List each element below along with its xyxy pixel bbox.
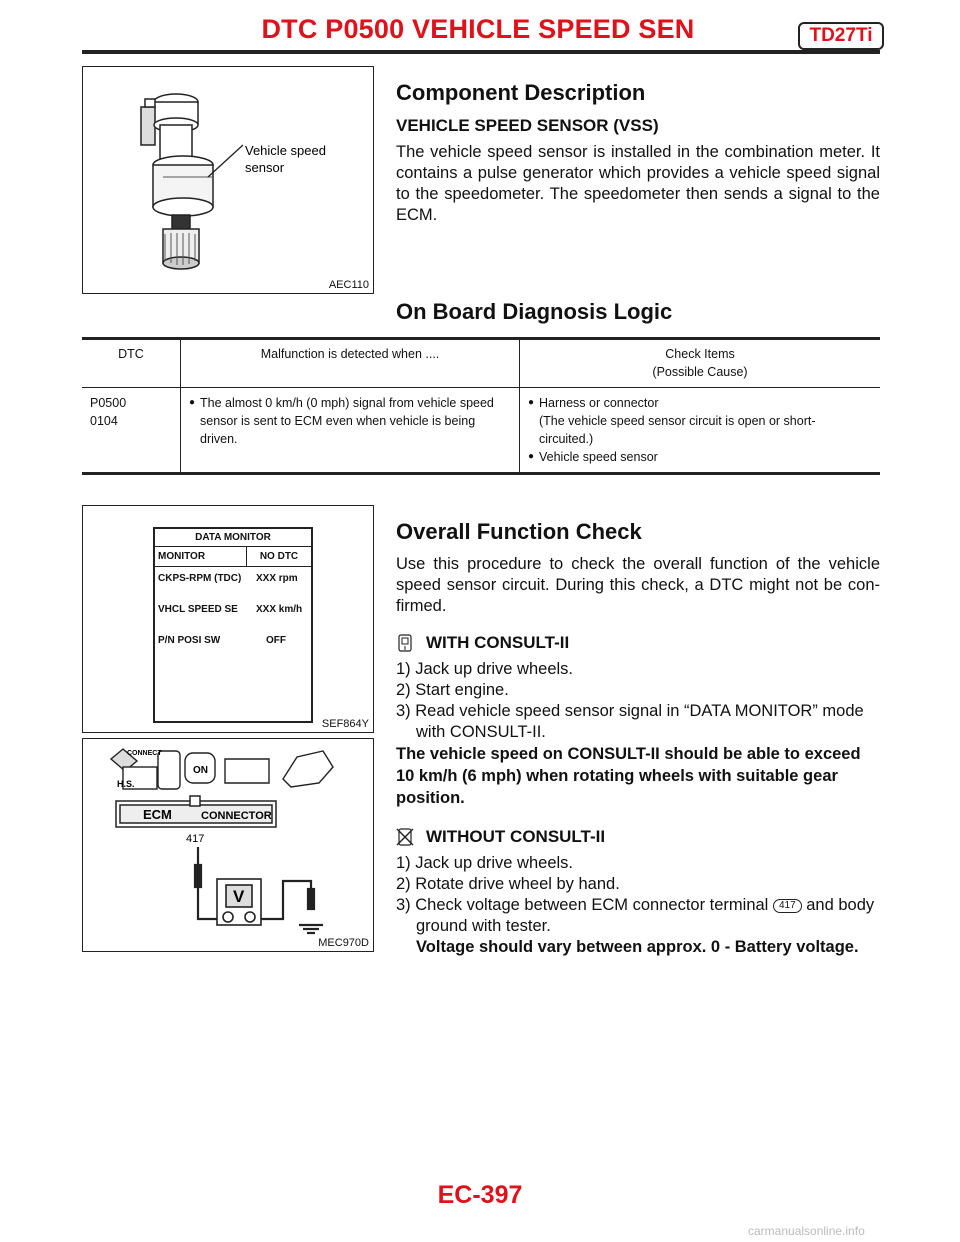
step: 2) Rotate drive wheel by hand.: [396, 875, 620, 893]
ecm-label: ECM: [143, 807, 172, 822]
with-consult-note: The vehicle speed on CONSULT-II should be able to exceed 10 km/h (6 mph) when rotating wheels with suitable gear position.: [396, 745, 861, 807]
check-items-cell: [520, 388, 881, 474]
check1-line2: (The vehicle speed sensor circuit is open or short-: [539, 414, 816, 428]
model-badge: TD27Ti: [798, 22, 884, 50]
bullet-icon: ●: [528, 451, 535, 462]
figure-code: SEF864Y: [321, 718, 369, 730]
table-row: [82, 388, 880, 474]
component-subheading: VEHICLE SPEED SENSOR (VSS): [396, 116, 659, 135]
header-rule: [82, 50, 880, 54]
monitor-row-label: VHCL SPEED SE: [158, 604, 238, 615]
monitor-row: [158, 604, 308, 635]
dtc-cell: [82, 388, 181, 474]
without-consult-heading-row: [396, 827, 880, 847]
monitor-row-value: OFF: [266, 635, 286, 646]
bullet-icon: ●: [189, 397, 196, 408]
col-check-items: [520, 339, 881, 388]
consult-icon: [396, 633, 414, 653]
obd-table: [82, 337, 880, 475]
no-consult-icon: [396, 827, 414, 847]
step: 1) Jack up drive wheels.: [396, 854, 573, 872]
step3-text-b: and body: [806, 896, 875, 914]
check1-line1: Harness or connector: [539, 396, 659, 410]
monitor-row: [158, 573, 308, 604]
malfunction-line2: sensor is sent to ECM even when vehicle is being: [200, 414, 476, 428]
component-text: The vehicle speed sensor is installed in the combination meter. It contains a pulse generator which provides a vehicle speed signal to the speedometer. The speedometer then sends a signal to the ECM.: [396, 143, 880, 224]
check1-line3: circuited.): [539, 432, 594, 446]
page-title: DTC P0500 VEHICLE SPEED SEN: [261, 14, 695, 44]
meter-label: V: [233, 887, 245, 906]
col-check-line1: Check Items: [665, 347, 735, 361]
overall-heading: Overall Function Check: [396, 519, 642, 544]
step: 2) Start engine.: [396, 681, 509, 699]
vss-callout-line1: Vehicle speed: [245, 143, 326, 158]
monitor-row-label: P/N POSI SW: [158, 635, 221, 646]
vehicle-speed-sensor-illustration: [83, 67, 373, 293]
step-continuation: ground with tester.: [416, 917, 551, 935]
without-consult-steps: [396, 853, 880, 958]
without-consult-note: Voltage should vary between approx. 0 - Battery voltage.: [416, 938, 859, 956]
monitor-rows: [155, 567, 311, 666]
with-consult-steps: [396, 659, 880, 743]
col-malfunction: Malfunction is detected when ....: [181, 339, 520, 388]
connector-label: CONNECTOR: [201, 810, 272, 822]
on-label: ON: [193, 765, 208, 776]
tester-illustration: [83, 739, 373, 951]
overall-intro: Use this procedure to check the overall function of the vehicle speed sensor circuit. During this check, a DTC might not be con-firmed.: [396, 555, 880, 615]
page-number: EC-397: [437, 1181, 523, 1209]
component-heading: Component Description: [396, 80, 646, 105]
tester-figure: [82, 738, 374, 952]
figure-code: AEC110: [328, 279, 369, 291]
step-continuation: with CONSULT-II.: [416, 723, 546, 741]
monitor-screen: [153, 527, 313, 723]
watermark: carmanualsonline.info: [748, 1224, 865, 1238]
bullet-icon: ●: [528, 397, 535, 408]
monitor-col2: NO DTC: [259, 551, 299, 562]
monitor-col1: MONITOR: [155, 547, 247, 566]
dtc-code-alt: 0104: [90, 414, 118, 428]
with-consult-heading: WITH CONSULT-II: [426, 633, 570, 652]
malfunction-line1: The almost 0 km/h (0 mph) signal from vehicle speed: [200, 396, 494, 410]
data-monitor-figure: [82, 505, 374, 733]
col-check-line2: (Possible Cause): [652, 365, 748, 379]
monitor-header: [155, 547, 311, 567]
step3-text-a: 3) Check voltage between ECM connector terminal: [396, 896, 769, 914]
monitor-row: [158, 635, 308, 666]
figure-code: MEC970D: [318, 937, 369, 949]
obd-heading: On Board Diagnosis Logic: [396, 299, 673, 324]
malfunction-line3: driven.: [200, 432, 238, 446]
monitor-title: DATA MONITOR: [155, 529, 311, 547]
malfunction-cell: [181, 388, 520, 474]
monitor-row-label: CKPS-RPM (TDC): [158, 573, 242, 584]
check2: Vehicle speed sensor: [539, 450, 658, 464]
hs-label: H.S.: [117, 779, 135, 789]
col-dtc: DTC: [82, 339, 181, 388]
monitor-row-value: XXX km/h: [256, 604, 303, 615]
table-header-row: [82, 339, 880, 388]
step: 3) Read vehicle speed sensor signal in “DATA MONITOR” mode: [396, 702, 864, 720]
step: 1) Jack up drive wheels.: [396, 660, 573, 678]
without-consult-heading: WITHOUT CONSULT-II: [426, 827, 606, 846]
monitor-row-value: XXX rpm: [256, 573, 298, 584]
terminal-badge: 417: [773, 899, 802, 913]
component-description-section: [396, 80, 880, 226]
terminal-label: 417: [186, 833, 205, 845]
connect-label: CONNECT: [127, 750, 162, 757]
with-consult-heading-row: [396, 633, 880, 653]
vss-figure: [82, 66, 374, 294]
vss-callout-line2: sensor: [245, 160, 285, 175]
dtc-code: P0500: [90, 396, 127, 410]
overall-function-section: [396, 519, 880, 958]
step: [396, 895, 880, 916]
